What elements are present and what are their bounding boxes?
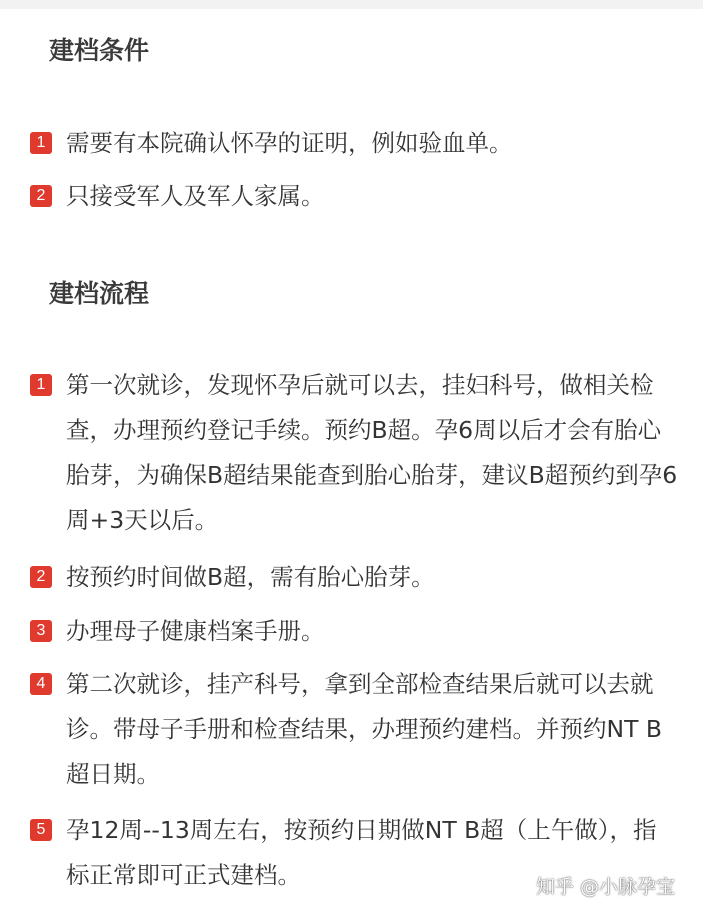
number-badge: 2 [30, 185, 52, 207]
number-badge: 1 [30, 132, 52, 154]
list-item-text: 第二次就诊，挂产科号，拿到全部检查结果后就可以去就诊。带母子手册和检查结果，办理预约建档。并预约NT B超日期。 [66, 670, 663, 788]
list-item-text: 按预约时间做B超，需有胎心胎芽。 [66, 563, 435, 591]
number-badge: 4 [30, 673, 52, 695]
number-badge: 1 [30, 374, 52, 396]
number-badge: 2 [30, 566, 52, 588]
list-item-text: 第一次就诊，发现怀孕后就可以去，挂妇科号，做相关检查，办理预约登记手续。预约B超。孕6周以后才会有胎心胎芽，为确保B超结果能查到胎心胎芽，建议B超预约到孕6周+3天以后。 [66, 371, 678, 534]
number-badge: 5 [30, 819, 52, 841]
top-divider-strip [0, 0, 703, 9]
list-item-text: 办理母子健康档案手册。 [66, 617, 325, 645]
number-badge: 3 [30, 620, 52, 642]
list-item-text: 孕12周--13周左右，按预约日期做NT B超（上午做），指标正常即可正式建档。 [66, 816, 657, 889]
list-item-text: 只接受军人及军人家属。 [66, 182, 325, 210]
section-title-conditions: 建档条件 [49, 36, 150, 65]
list-item-text: 需要有本院确认怀孕的证明，例如验血单。 [66, 129, 513, 157]
section-title-process: 建档流程 [49, 279, 150, 308]
zhihu-watermark: 知乎 @小脉孕宝 [536, 876, 676, 898]
